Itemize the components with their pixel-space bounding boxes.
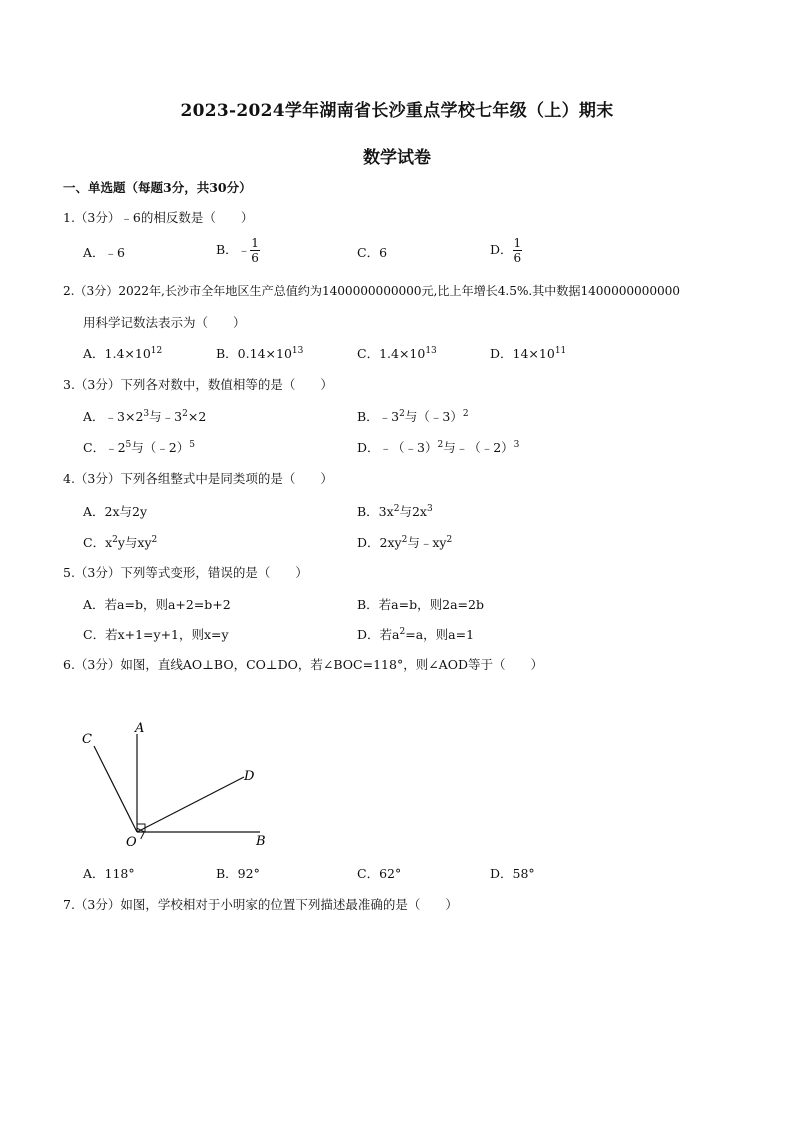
q3-option-c: C．$﹣2^5$与（﹣2）$^5$ (83, 440, 195, 455)
question-2-stem: 2.（3分）2022年,长沙市全年地区生产总值约为1400000000000元,比上年增长4.5%.其中数据1400000000000 (63, 284, 680, 298)
q4-option-b: B．$3x^2$与$2x^3$ (357, 504, 433, 519)
q4-option-a: A．2x与2y (83, 504, 148, 519)
ray-oc (94, 746, 137, 832)
q5-option-b: B．若a=b，则2a=2b (357, 597, 484, 612)
question-2-stem-cont: 用科学记数法表示为（ ） (83, 315, 246, 330)
q4-option-d: D．$2xy^2$与$﹣xy^2$ (357, 535, 453, 550)
q3-option-b: B．$﹣3^2$与（﹣3）$^2$ (357, 409, 469, 424)
question-6-stem: 6.（3分）如图，直线AO⊥BO，CO⊥DO，若∠BOC=118°，则∠AOD等于（ ） (63, 657, 543, 672)
label-d: D (244, 769, 255, 784)
exam-title: 2023-2024学年湖南省长沙重点学校七年级（上）期末 (180, 101, 614, 121)
q6-option-c: C．62° (357, 866, 402, 881)
q2-option-c: C．$1.4\times 10^{13}$ (357, 346, 437, 361)
q1-option-a: A．﹣6 (83, 245, 125, 260)
section-heading: 一、单选题（每题3分，共30分） (63, 180, 252, 195)
ray-od (137, 777, 244, 832)
q5-option-d: D．若$a^2=a$，则a=1 (357, 627, 475, 642)
question-4-stem: 4.（3分）下列各组整式中是同类项的是（ ） (63, 471, 333, 486)
exam-subtitle: 数学试卷 (363, 148, 431, 168)
q4-option-c: C．$x^2y$与$xy^2$ (83, 535, 158, 550)
label-c: C (82, 732, 92, 747)
q3-option-a: A．$﹣3\times 2^3$与$﹣3^2\times 2$ (83, 409, 207, 424)
fraction: $\frac{1}{6}$ (251, 236, 259, 265)
question-1-stem: 1.（3分）﹣6的相反数是（ ） (63, 210, 254, 225)
question-3-stem: 3.（3分）下列各对数中，数值相等的是（ ） (63, 377, 333, 392)
q1-option-b: B．﹣ $\frac{1}{6}$ (216, 236, 259, 265)
q1-option-d: D． $\frac{1}{6}$ (490, 236, 522, 265)
question-5-stem: 5.（3分）下列等式变形，错误的是（ ） (63, 565, 308, 580)
q6-option-a: A．118° (83, 866, 135, 881)
label-a: A (135, 721, 145, 736)
label-b: B (256, 834, 266, 849)
q1-option-c: C．6 (357, 245, 388, 260)
angle-figure (70, 712, 280, 852)
q6-option-d: D．58° (490, 866, 535, 881)
fraction: $\frac{1}{6}$ (513, 236, 522, 265)
right-angle-mark-cod (137, 828, 144, 839)
q2-option-b: B．$0.14\times 10^{13}$ (216, 346, 304, 361)
question-7-stem: 7.（3分）如图，学校相对于小明家的位置下列描述最准确的是（ ） (63, 897, 458, 912)
q2-option-d: D．$14\times 10^{11}$ (490, 346, 567, 361)
q5-option-a: A．若a=b，则a+2=b+2 (83, 597, 231, 612)
q5-option-c: C．若x+1=y+1，则x=y (83, 627, 229, 642)
q6-option-b: B．92° (216, 866, 260, 881)
q3-option-d: D．﹣（﹣3）$^2$与﹣（﹣2）$^3$ (357, 440, 520, 455)
q2-option-a: A．$1.4\times 10^{12}$ (83, 346, 163, 361)
label-o: O (126, 835, 137, 850)
